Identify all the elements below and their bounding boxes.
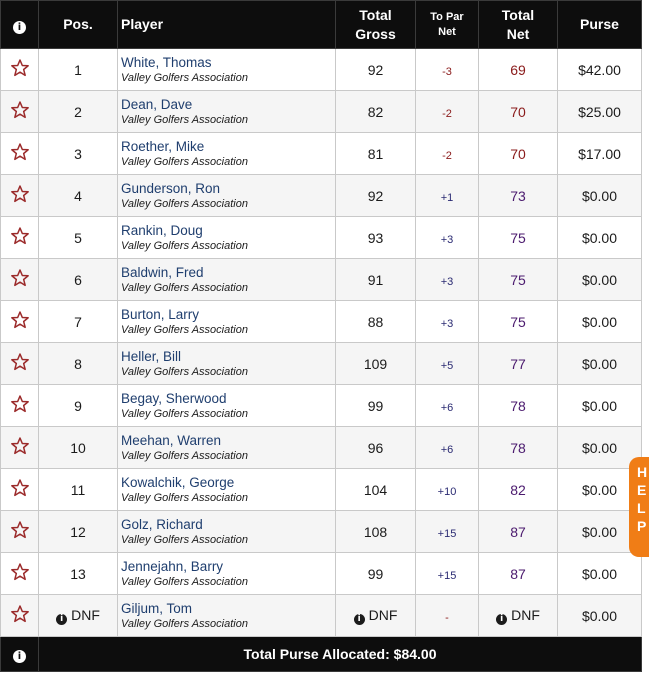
star-icon[interactable]	[10, 142, 30, 162]
purse-cell: $0.00	[558, 553, 642, 595]
player-association: Valley Golfers Association	[121, 407, 248, 420]
total-net-cell: 77	[479, 343, 558, 385]
player-cell	[118, 133, 336, 175]
player-association: Valley Golfers Association	[121, 575, 248, 588]
player-cell	[118, 343, 336, 385]
total-net-cell: 70	[479, 133, 558, 175]
player-cell	[118, 385, 336, 427]
table-row	[1, 511, 642, 553]
header-pos[interactable]: Pos.	[39, 1, 118, 49]
to-par-cell: +3	[416, 301, 479, 343]
table-row	[1, 133, 642, 175]
favorite-cell	[1, 49, 39, 91]
star-icon[interactable]	[10, 394, 30, 414]
player-name[interactable]: Burton, Larry	[121, 306, 200, 322]
purse-cell: $0.00	[558, 595, 642, 637]
player-cell	[118, 259, 336, 301]
pos-cell: 2	[39, 91, 118, 133]
table-row	[1, 49, 642, 91]
player-name[interactable]: Golz, Richard	[121, 516, 203, 532]
purse-cell: $17.00	[558, 133, 642, 175]
player-association: Valley Golfers Association	[121, 491, 248, 504]
to-par-cell: -3	[416, 49, 479, 91]
total-net-cell: 69	[479, 49, 558, 91]
help-tab[interactable]: H E L P	[629, 457, 649, 557]
info-icon[interactable]: i	[496, 614, 507, 625]
to-par-cell: +5	[416, 343, 479, 385]
star-icon[interactable]	[10, 562, 30, 582]
favorite-cell	[1, 133, 39, 175]
total-gross-cell: 92	[336, 49, 416, 91]
total-net-cell: 75	[479, 259, 558, 301]
total-gross-cell: 96	[336, 427, 416, 469]
table-row	[1, 301, 642, 343]
purse-cell: $0.00	[558, 259, 642, 301]
to-par-cell: -2	[416, 133, 479, 175]
favorite-cell	[1, 511, 39, 553]
purse-cell: $0.00	[558, 175, 642, 217]
table-row	[1, 343, 642, 385]
footer-info[interactable]	[1, 637, 39, 672]
favorite-cell	[1, 385, 39, 427]
to-par-cell: +3	[416, 259, 479, 301]
player-cell	[118, 175, 336, 217]
table-row	[1, 175, 642, 217]
pos-cell: 10	[39, 427, 118, 469]
footer-row	[1, 637, 642, 672]
purse-cell: $42.00	[558, 49, 642, 91]
total-gross-cell: 104	[336, 469, 416, 511]
player-cell	[118, 595, 336, 637]
star-icon[interactable]	[10, 604, 30, 624]
total-net-cell: 73	[479, 175, 558, 217]
total-gross-cell: 109	[336, 343, 416, 385]
total-net-cell: 75	[479, 217, 558, 259]
player-name[interactable]: Giljum, Tom	[121, 600, 193, 616]
pos-cell: 3	[39, 133, 118, 175]
purse-cell: $0.00	[558, 511, 642, 553]
favorite-cell	[1, 91, 39, 133]
purse-cell: $0.00	[558, 301, 642, 343]
player-cell	[118, 217, 336, 259]
info-icon[interactable]: i	[13, 650, 26, 663]
favorite-cell	[1, 217, 39, 259]
table-row	[1, 595, 642, 637]
player-cell	[118, 553, 336, 595]
header-purse[interactable]: Purse	[558, 1, 642, 49]
total-net-cell: 87	[479, 553, 558, 595]
star-icon[interactable]	[10, 310, 30, 330]
player-cell	[118, 511, 336, 553]
total-net-cell: 82	[479, 469, 558, 511]
player-association: Valley Golfers Association	[121, 365, 248, 378]
to-par-cell: +1	[416, 175, 479, 217]
to-par-cell: +15	[416, 553, 479, 595]
player-name[interactable]: Dean, Dave	[121, 96, 193, 112]
pos-cell: 1	[39, 49, 118, 91]
player-name[interactable]: Baldwin, Fred	[121, 264, 204, 280]
to-par-cell: +3	[416, 217, 479, 259]
player-name[interactable]: White, Thomas	[121, 54, 212, 70]
to-par-cell: +10	[416, 469, 479, 511]
star-icon[interactable]	[10, 268, 30, 288]
purse-cell: $25.00	[558, 91, 642, 133]
favorite-cell	[1, 259, 39, 301]
total-gross-cell: i DNF	[336, 595, 416, 637]
player-name[interactable]: Meehan, Warren	[121, 432, 222, 448]
player-cell	[118, 91, 336, 133]
purse-cell: $0.00	[558, 217, 642, 259]
favorite-cell	[1, 343, 39, 385]
player-name[interactable]: Begay, Sherwood	[121, 390, 227, 406]
star-icon[interactable]	[10, 520, 30, 540]
total-gross-cell: 81	[336, 133, 416, 175]
header-row	[1, 1, 642, 49]
player-cell	[118, 49, 336, 91]
favorite-cell	[1, 595, 39, 637]
header-total-gross[interactable]: Total Gross	[336, 1, 416, 49]
total-purse-allocated: Total Purse Allocated: $84.00	[39, 637, 642, 672]
player-association: Valley Golfers Association	[121, 155, 248, 168]
to-par-cell: +6	[416, 427, 479, 469]
table-row	[1, 91, 642, 133]
total-gross-cell: 92	[336, 175, 416, 217]
player-association: Valley Golfers Association	[121, 239, 248, 252]
pos-cell: 6	[39, 259, 118, 301]
player-name[interactable]: Gunderson, Ron	[121, 180, 221, 196]
pos-cell: i DNF	[39, 595, 118, 637]
total-net-cell: 78	[479, 385, 558, 427]
header-player[interactable]: Player	[118, 1, 336, 49]
player-association: Valley Golfers Association	[121, 197, 248, 210]
pos-cell: 7	[39, 301, 118, 343]
player-association: Valley Golfers Association	[121, 281, 248, 294]
table-row	[1, 427, 642, 469]
star-icon[interactable]	[10, 478, 30, 498]
total-gross-cell: 82	[336, 91, 416, 133]
header-to-par-net[interactable]: To Par Net	[416, 1, 479, 49]
star-icon[interactable]	[10, 226, 30, 246]
favorite-cell	[1, 301, 39, 343]
info-icon[interactable]: i	[354, 614, 365, 625]
pos-cell: 4	[39, 175, 118, 217]
table-row	[1, 469, 642, 511]
info-icon[interactable]: i	[13, 21, 26, 34]
to-par-cell: -2	[416, 91, 479, 133]
to-par-cell: +15	[416, 511, 479, 553]
purse-cell: $0.00	[558, 427, 642, 469]
total-net-cell: i DNF	[479, 595, 558, 637]
star-icon[interactable]	[10, 352, 30, 372]
total-gross-cell: 91	[336, 259, 416, 301]
info-icon[interactable]: i	[56, 614, 67, 625]
player-association: Valley Golfers Association	[121, 533, 248, 546]
total-net-cell: 75	[479, 301, 558, 343]
favorite-cell	[1, 469, 39, 511]
pos-cell: 9	[39, 385, 118, 427]
pos-cell: 11	[39, 469, 118, 511]
total-gross-cell: 108	[336, 511, 416, 553]
star-icon[interactable]	[10, 184, 30, 204]
total-net-cell: 87	[479, 511, 558, 553]
pos-cell: 12	[39, 511, 118, 553]
star-icon[interactable]	[10, 100, 30, 120]
to-par-cell: +6	[416, 385, 479, 427]
player-name[interactable]: Rankin, Doug	[121, 222, 203, 238]
total-net-cell: 78	[479, 427, 558, 469]
player-cell	[118, 427, 336, 469]
player-association: Valley Golfers Association	[121, 617, 248, 630]
header-total-net[interactable]: Total Net	[479, 1, 558, 49]
total-gross-cell: 99	[336, 553, 416, 595]
total-gross-cell: 99	[336, 385, 416, 427]
player-association: Valley Golfers Association	[121, 71, 248, 84]
pos-cell: 13	[39, 553, 118, 595]
to-par-cell: -	[416, 595, 479, 637]
purse-cell: $0.00	[558, 385, 642, 427]
favorite-cell	[1, 553, 39, 595]
purse-cell: $0.00	[558, 343, 642, 385]
total-gross-cell: 88	[336, 301, 416, 343]
pos-cell: 5	[39, 217, 118, 259]
player-association: Valley Golfers Association	[121, 323, 248, 336]
table-row	[1, 217, 642, 259]
total-net-cell: 70	[479, 91, 558, 133]
player-name[interactable]: Heller, Bill	[121, 348, 182, 364]
star-icon[interactable]	[10, 436, 30, 456]
player-name[interactable]: Roether, Mike	[121, 138, 205, 154]
player-cell	[118, 301, 336, 343]
player-name[interactable]: Jennejahn, Barry	[121, 558, 224, 574]
table-row	[1, 553, 642, 595]
star-icon[interactable]	[10, 58, 30, 78]
total-gross-cell: 93	[336, 217, 416, 259]
player-cell	[118, 469, 336, 511]
player-association: Valley Golfers Association	[121, 113, 248, 126]
player-association: Valley Golfers Association	[121, 449, 248, 462]
table-row	[1, 385, 642, 427]
favorite-cell	[1, 175, 39, 217]
purse-cell: $0.00	[558, 469, 642, 511]
header-info[interactable]	[1, 1, 39, 49]
table-row	[1, 259, 642, 301]
pos-cell: 8	[39, 343, 118, 385]
favorite-cell	[1, 427, 39, 469]
player-name[interactable]: Kowalchik, George	[121, 474, 235, 490]
